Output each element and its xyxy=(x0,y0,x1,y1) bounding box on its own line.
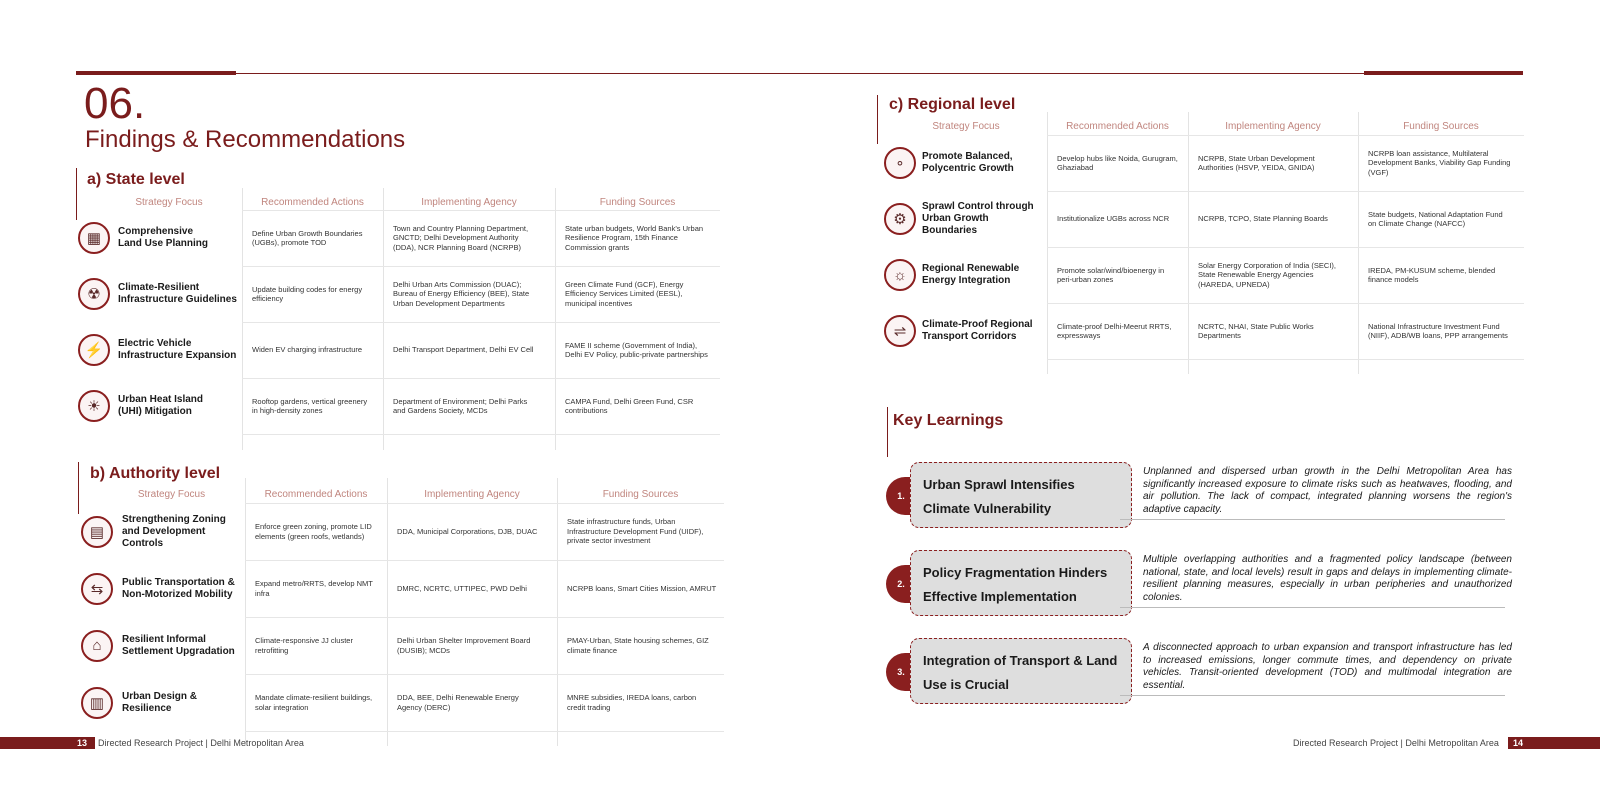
strategy-focus xyxy=(922,319,1043,343)
text-line: State budgets, National Adaptation Fund xyxy=(1368,209,1503,219)
implementing-agency xyxy=(393,280,551,309)
footer-page-number-right: 14 xyxy=(1513,738,1524,748)
text-line: IREDA, PM-KUSUM scheme, blended xyxy=(1368,265,1496,275)
text-line: climate finance xyxy=(567,645,618,655)
text-line: Mandate climate-resilient buildings, xyxy=(255,693,373,702)
text-line: Institutionalize UGBs across NCR xyxy=(1057,214,1170,224)
funding-source xyxy=(565,397,716,416)
text-line: Climate-Resilient xyxy=(118,282,200,293)
public-transport-icon: ⇆ xyxy=(81,573,113,605)
recommended-action xyxy=(255,636,383,655)
column-header: Recommended Actions xyxy=(1066,121,1169,132)
power-plant-icon: ☢ xyxy=(78,278,110,310)
column-header: Strategy Focus xyxy=(135,197,203,208)
zoning-map-icon: ▤ xyxy=(81,516,113,548)
text-line: Settlement Upgradation xyxy=(122,645,235,657)
text-line: Non-Motorized Mobility xyxy=(122,588,233,600)
text-line: Enforce green zoning, promote LID xyxy=(255,522,372,531)
text-line: Delhi EV Policy, public-private partnerships xyxy=(565,350,708,359)
text-line: GNCTD; Delhi Development Authority xyxy=(393,233,519,243)
text-line: municipal incentives xyxy=(565,298,633,308)
text-line: Use is Crucial xyxy=(923,677,1009,692)
recommended-action xyxy=(252,397,379,416)
key-learning-number: 2. xyxy=(886,565,916,603)
text-line: (DDA), NCR Planning Board (NCRPB) xyxy=(393,242,521,252)
row-divider xyxy=(1047,135,1524,136)
strategy-focus xyxy=(118,282,238,306)
implementing-agency xyxy=(1198,261,1354,290)
footer-page-number-left: 13 xyxy=(77,738,88,748)
text-line: peri-urban zones xyxy=(1057,275,1114,284)
polycentric-icon: ∘ xyxy=(884,147,916,179)
row-divider xyxy=(245,560,724,561)
text-line: Departments xyxy=(1198,331,1241,340)
strategy-focus xyxy=(122,577,241,601)
text-line: Define Urban Growth Boundaries xyxy=(252,228,363,238)
text-line: Efficiency Services Limited (EESL), xyxy=(565,289,683,299)
strategy-focus xyxy=(118,394,238,418)
key-learning-text: Unplanned and dispersed urban growth in the Delhi Metropolitan Area has significantly increased exposure to climate risks such as heatwaves, flooding, and air pollution. The lack of compact, integrated planning worsens the region's adaptive capacity. xyxy=(1143,466,1512,515)
building-icon: ▥ xyxy=(81,687,113,719)
implementing-agency xyxy=(397,584,553,594)
recommended-action xyxy=(252,285,379,304)
ev-charging-icon: ⚡ xyxy=(78,334,110,366)
funding-source xyxy=(567,636,720,655)
recommended-action xyxy=(1057,266,1184,285)
text-line: Expand metro/RRTS, develop NMT xyxy=(255,579,373,588)
text-line: infra xyxy=(255,588,270,598)
text-line: Public Transportation & xyxy=(122,576,235,588)
text-line: and Gardens Society, MCDs xyxy=(393,406,488,415)
row-divider xyxy=(245,731,724,732)
footer-text-right: Directed Research Project | Delhi Metropolitan Area xyxy=(1293,738,1499,748)
section-title: a) State level xyxy=(87,171,185,188)
text-line: and Development xyxy=(122,525,206,537)
text-line: DMRC, NCRTC, UTTIPEC, PWD Delhi xyxy=(397,583,527,593)
text-line: Infrastructure Development Fund (UIDF), xyxy=(567,526,704,536)
text-line: Widen EV charging infrastructure xyxy=(252,345,363,355)
recommended-action xyxy=(255,693,383,712)
funding-source xyxy=(1368,322,1520,341)
implementing-agency xyxy=(393,345,551,355)
text-line: Sprawl Control through xyxy=(922,201,1034,212)
footer-text-left: Directed Research Project | Delhi Metropolitan Area xyxy=(98,738,304,748)
text-line: CAMPA Fund, Delhi Green Fund, CSR xyxy=(565,396,694,406)
row-divider xyxy=(1047,303,1524,304)
text-line: solar integration xyxy=(255,702,309,712)
column-header: Recommended Actions xyxy=(264,489,368,500)
funding-source xyxy=(1368,266,1520,285)
column-header: Recommended Actions xyxy=(261,197,364,208)
text-line: FAME II scheme (Government of India), xyxy=(565,340,698,350)
text-line: Climate-responsive JJ cluster xyxy=(255,636,353,645)
text-line: MNRE subsidies, IREDA loans, carbon xyxy=(567,693,697,702)
section-rule xyxy=(78,462,79,514)
column-divider xyxy=(1047,112,1048,374)
strategy-focus xyxy=(922,151,1043,175)
text-line: NCRPB loans, Smart Cities Mission, AMRUT xyxy=(567,583,717,593)
section-rule xyxy=(877,95,878,144)
renewable-energy-icon: ☼ xyxy=(884,259,916,291)
row-divider xyxy=(245,674,724,675)
strategy-focus xyxy=(122,691,241,715)
land-use-icon: ▦ xyxy=(78,222,110,254)
text-line: Develop hubs like Noida, Gurugram, xyxy=(1057,153,1178,163)
section-title: b) Authority level xyxy=(90,465,221,482)
text-line: (VGF) xyxy=(1368,167,1389,177)
text-line: private sector investment xyxy=(567,536,651,546)
text-line: NCRPB, State Urban Development xyxy=(1198,153,1315,163)
text-line: Infrastructure Expansion xyxy=(118,350,237,361)
text-line: State Renewable Energy Agencies xyxy=(1198,270,1314,280)
implementing-agency xyxy=(393,397,551,416)
text-line: credit trading xyxy=(567,702,611,712)
funding-source xyxy=(567,693,720,712)
text-line: Development Banks, Viability Gap Funding xyxy=(1368,158,1511,168)
text-line: Effective Implementation xyxy=(923,589,1077,604)
funding-source xyxy=(565,341,716,360)
column-divider xyxy=(1358,112,1359,374)
text-line: Resilience xyxy=(122,702,172,714)
row-divider xyxy=(242,378,720,379)
row-divider xyxy=(1047,247,1524,248)
text-line: (HAREDA, UPNEDA) xyxy=(1198,279,1270,289)
text-line: Integration of Transport & Land xyxy=(923,653,1118,668)
text-line: Rooftop gardens, vertical greenery xyxy=(252,396,368,406)
column-divider xyxy=(387,478,388,746)
text-line: Climate-proof Delhi-Meerut RRTS, xyxy=(1057,321,1172,331)
text-line: Polycentric Growth xyxy=(922,163,1014,174)
text-line: Urban Heat Island xyxy=(118,394,204,405)
section-title: c) Regional level xyxy=(889,96,1016,113)
column-divider xyxy=(242,188,243,450)
text-line: Strengthening Zoning xyxy=(122,513,226,525)
text-line: DDA, BEE, Delhi Renewable Energy xyxy=(397,693,519,702)
text-line: Agency (DERC) xyxy=(397,702,451,712)
text-line: in high-density zones xyxy=(252,406,323,415)
row-divider xyxy=(242,322,720,323)
strategy-focus xyxy=(122,514,241,550)
funding-source xyxy=(565,224,716,253)
text-line: Climate Vulnerability xyxy=(923,501,1052,516)
key-learning-title-box xyxy=(910,462,1132,528)
key-learnings-title: Key Learnings xyxy=(893,412,1004,429)
recommended-action xyxy=(255,579,383,598)
strategy-focus xyxy=(922,201,1043,237)
funding-source xyxy=(1368,210,1520,229)
row-divider xyxy=(242,434,720,435)
text-line: Comprehensive xyxy=(118,226,194,237)
text-line: NCRPB loan assistance, Multilateral xyxy=(1368,148,1489,158)
key-learning-underline xyxy=(1120,695,1505,696)
text-line: Urban Growth xyxy=(922,213,989,224)
text-line: Land Use Planning xyxy=(118,238,209,249)
column-header: Funding Sources xyxy=(1403,121,1479,132)
text-line: NCRPB, TCPO, State Planning Boards xyxy=(1198,214,1328,224)
row-divider xyxy=(245,503,724,504)
text-line: National Infrastructure Investment Fund xyxy=(1368,321,1500,331)
implementing-agency xyxy=(397,693,553,712)
column-header: Strategy Focus xyxy=(137,489,206,500)
chapter-title: Findings & Recommendations xyxy=(85,126,406,153)
column-divider xyxy=(557,478,558,746)
column-header: Implementing Agency xyxy=(424,489,520,500)
key-learning-underline xyxy=(1120,607,1505,608)
strategy-focus xyxy=(122,634,241,658)
key-learning-underline xyxy=(1120,519,1505,520)
key-learning-text: Multiple overlapping authorities and a fragmented policy landscape (between national, state, and local levels) result in gaps and delays in implementing climate-resilient planning measures, especially in urban peripheries and unauthorized colonies. xyxy=(1143,554,1512,603)
text-line: Ghaziabad xyxy=(1057,163,1094,172)
key-learnings-rule xyxy=(887,407,888,457)
column-header: Funding Sources xyxy=(599,197,676,208)
text-line: finance models xyxy=(1368,275,1419,284)
recommended-action xyxy=(1057,322,1184,341)
heat-island-icon: ☀ xyxy=(78,390,110,422)
transport-corridor-icon: ⇌ xyxy=(884,315,916,347)
sprawl-control-icon: ⚙ xyxy=(884,203,916,235)
text-line: Urban Development Departments xyxy=(393,298,505,308)
text-line: Controls xyxy=(122,537,164,549)
funding-source xyxy=(1368,149,1520,178)
text-line: (NIIF), ADB/WB loans, PPP arrangements xyxy=(1368,331,1508,340)
settlement-icon: ⌂ xyxy=(81,630,113,662)
funding-source xyxy=(565,280,716,309)
top-rule-accent-left xyxy=(76,71,236,75)
implementing-agency xyxy=(1198,154,1354,173)
row-divider xyxy=(242,210,720,211)
text-line: expressways xyxy=(1057,331,1101,340)
recommended-action xyxy=(255,522,383,541)
text-line: efficiency xyxy=(252,294,284,303)
text-line: Regional Renewable xyxy=(922,263,1020,274)
strategy-focus xyxy=(922,263,1043,287)
text-line: State infrastructure funds, Urban xyxy=(567,517,676,527)
key-learning-number: 3. xyxy=(886,653,916,691)
text-line: Boundaries xyxy=(922,225,978,236)
text-line: Green Climate Fund (GCF), Energy xyxy=(565,279,684,289)
column-header: Implementing Agency xyxy=(421,197,517,208)
text-line: retrofitting xyxy=(255,645,289,655)
text-line: Infrastructure Guidelines xyxy=(118,294,237,305)
text-line: Solar Energy Corporation of India (SECI), xyxy=(1198,260,1336,270)
row-divider xyxy=(242,266,720,267)
text-line: Town and Country Planning Department, xyxy=(393,223,529,233)
text-line: elements (green roofs, wetlands) xyxy=(255,531,365,541)
key-learning-text: A disconnected approach to urban expansion and transport infrastructure has led to increased emissions, longer commute times, and dependency on private vehicles. Transit-oriented development (TOD) and multimodal integration are essential. xyxy=(1143,642,1512,691)
text-line: Bureau of Energy Efficiency (BEE), State xyxy=(393,289,530,299)
implementing-agency xyxy=(1198,322,1354,341)
implementing-agency xyxy=(397,636,553,655)
text-line: PMAY-Urban, State housing schemes, GIZ xyxy=(567,636,709,645)
column-header: Strategy Focus xyxy=(932,121,1000,132)
text-line: Climate-Proof Regional xyxy=(922,319,1033,330)
implementing-agency xyxy=(1198,214,1354,224)
text-line: (UGBs), promote TOD xyxy=(252,238,327,247)
text-line: Transport Corridors xyxy=(922,331,1017,342)
text-line: Policy Fragmentation Hinders xyxy=(923,565,1108,580)
strategy-focus xyxy=(118,226,238,250)
text-line: Urban Design & xyxy=(122,690,198,702)
column-divider xyxy=(555,188,556,450)
text-line: Delhi Transport Department, Delhi EV Cell xyxy=(393,345,534,355)
text-line: on Climate Change (NAFCC) xyxy=(1368,219,1466,228)
key-learning-title-box xyxy=(910,638,1132,704)
text-line: Promote Balanced, xyxy=(922,151,1013,162)
column-header: Funding Sources xyxy=(602,489,679,500)
key-learning-title-box xyxy=(910,550,1132,616)
top-rule xyxy=(76,73,1523,74)
text-line: contributions xyxy=(565,406,608,415)
text-line: (UHI) Mitigation xyxy=(118,406,192,417)
column-divider xyxy=(1188,112,1189,374)
row-divider xyxy=(1047,191,1524,192)
text-line: Department of Environment; Delhi Parks xyxy=(393,396,528,406)
key-learning-number: 1. xyxy=(886,477,916,515)
recommended-action xyxy=(252,229,379,248)
chapter-number: 06. xyxy=(84,79,146,128)
column-divider xyxy=(245,478,246,746)
text-line: DDA, Municipal Corporations, DJB, DUAC xyxy=(397,526,538,536)
text-line: Resilience Program, 15th Finance xyxy=(565,233,678,243)
text-line: Urban Sprawl Intensifies xyxy=(923,477,1075,492)
column-header: Implementing Agency xyxy=(1225,121,1321,132)
implementing-agency xyxy=(397,527,553,537)
row-divider xyxy=(1047,359,1524,360)
text-line: Delhi Urban Shelter Improvement Board xyxy=(397,636,531,645)
text-line: Update building codes for energy xyxy=(252,284,363,294)
text-line: Electric Vehicle xyxy=(118,338,192,349)
implementing-agency xyxy=(393,224,551,253)
funding-source xyxy=(567,584,720,594)
top-rule-accent-right xyxy=(1364,71,1523,75)
text-line: Energy Integration xyxy=(922,275,1011,286)
section-rule xyxy=(76,168,77,220)
recommended-action xyxy=(252,345,379,355)
text-line: NCRTC, NHAI, State Public Works xyxy=(1198,321,1314,331)
text-line: Resilient Informal xyxy=(122,633,206,645)
text-line: (DUSIB); MCDs xyxy=(397,645,450,655)
text-line: State urban budgets, World Bank's Urban xyxy=(565,223,704,233)
funding-source xyxy=(567,517,720,546)
row-divider xyxy=(245,617,724,618)
text-line: Commission grants xyxy=(565,242,630,252)
text-line: Authorities (HSVP, YEIDA, GNIDA) xyxy=(1198,163,1315,172)
recommended-action xyxy=(1057,214,1184,224)
text-line: Delhi Urban Arts Commission (DUAC); xyxy=(393,279,522,289)
column-divider xyxy=(383,188,384,450)
recommended-action xyxy=(1057,154,1184,173)
strategy-focus xyxy=(118,338,238,362)
text-line: Promote solar/wind/bioenergy in xyxy=(1057,265,1165,275)
